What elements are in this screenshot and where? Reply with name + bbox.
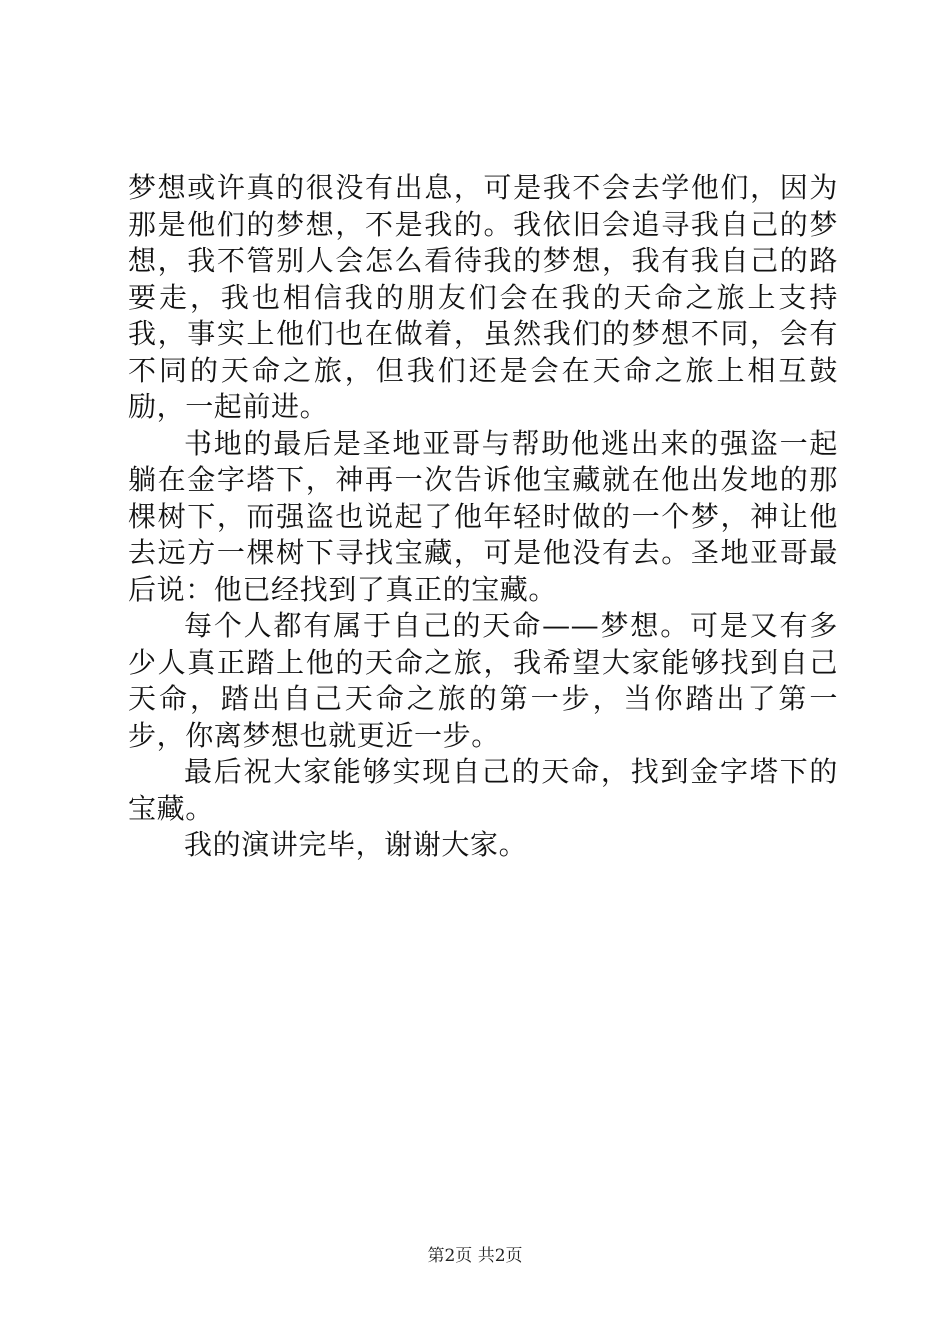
paragraph-destiny: 每个人都有属于自己的天命——梦想。可是又有多少人真正踏上他的天命之旅，我希望大家能够找到自己天命，踏出自己天命之旅的第一步，当你踏出了第一步，你离梦想也就更近一步。 (128, 609, 838, 752)
page-footer: 第2页 共2页 (427, 1246, 523, 1266)
paragraph-book-ending: 书地的最后是圣地亚哥与帮助他逃出来的强盗一起躺在金字塔下，神再一次告诉他宝藏就在他出发地的那棵树下，而强盗也说起了他年轻时做的一个梦，神让他去远方一棵树下寻找宝藏，可是他没有去。圣地亚哥最后说：他已经找到了真正的宝藏。 (128, 426, 838, 606)
document-body (128, 170, 838, 864)
paragraph-closing: 我的演讲完毕，谢谢大家。 (184, 828, 528, 861)
paragraph-wishes: 最后祝大家能够实现自己的天命，找到金字塔下的宝藏。 (128, 755, 838, 825)
paragraph-continuation: 梦想或许真的很没有出息，可是我不会去学他们，因为那是他们的梦想，不是我的。我依旧会追寻我自己的梦想，我不管别人会怎么看待我的梦想，我有我自己的路要走，我也相信我的朋友们会在我的天命之旅上支持我，事实上他们也在做着，虽然我们的梦想不同，会有不同的天命之旅，但我们还是会在天命之旅上相互鼓励，一起前进。 (128, 171, 838, 423)
